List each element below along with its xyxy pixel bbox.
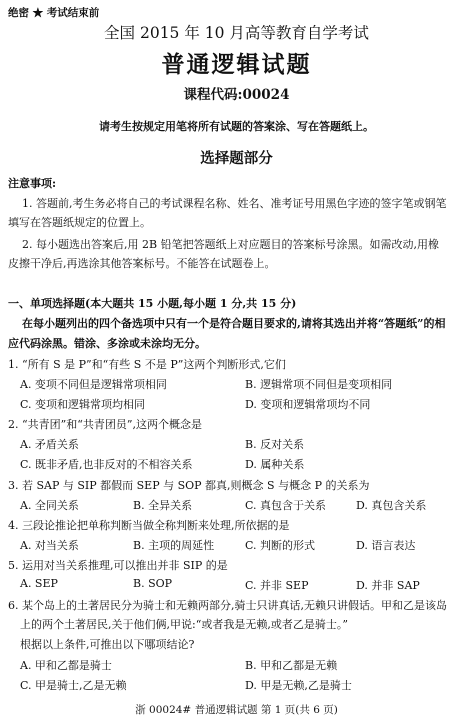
note-1-line-2: 填写在答题纸规定的位置上。 bbox=[8, 216, 151, 229]
page-footer: 浙 00024# 普通逻辑试题 第 1 页(共 6 页) bbox=[135, 704, 338, 716]
note-1-line-1: 1. 答题前,考生务必将自己的考试课程名称、姓名、准考证号用黑色字迹的签字笔或钢笔 bbox=[22, 197, 447, 210]
part-1-desc-line-1: 在每小题列出的四个备选项中只有一个是符合题目要求的,请将其选出并将“答题纸”的相 bbox=[22, 317, 446, 330]
question-1-option-c: C. 变项和逻辑常项均相同 bbox=[20, 398, 146, 411]
question-2-stem: 2. “共青团”和“共青团员”,这两个概念是 bbox=[8, 418, 202, 431]
course-code: 课程代码:00024 bbox=[183, 87, 290, 103]
question-6-option-d: D. 甲是无赖,乙是骑士 bbox=[245, 679, 352, 692]
question-4-option-a: A. 对当关系 bbox=[20, 539, 79, 552]
question-3-stem: 3. 若 SAP 与 SIP 都假而 SEP 与 SOP 都真,则概念 S 与概念 P 的关系为 bbox=[8, 479, 370, 492]
question-3-option-d: D. 真包含关系 bbox=[356, 499, 427, 512]
answer-instruction: 请考生按规定用笔将所有试题的答案涂、写在答题纸上。 bbox=[99, 120, 374, 133]
section-title: 选择题部分 bbox=[200, 150, 273, 167]
secret-label: 绝密 ★ 考试结束前 bbox=[8, 7, 100, 19]
part-1-desc-line-2: 应代码涂黑。错涂、多涂或未涂均无分。 bbox=[8, 337, 206, 350]
note-2-line-2: 皮擦干净后,再选涂其他答案标号。不能答在试题卷上。 bbox=[8, 257, 276, 270]
part-1-title: 一、单项选择题(本大题共 15 小题,每小题 1 分,共 15 分) bbox=[8, 297, 297, 310]
question-6-option-c: C. 甲是骑士,乙是无赖 bbox=[20, 679, 127, 692]
question-5-option-c: C. 并非 SEP bbox=[245, 579, 309, 592]
question-1-stem: 1. “所有 S 是 P”和“有些 S 不是 P”这两个判断形式,它们 bbox=[8, 358, 286, 371]
question-2-option-d: D. 属种关系 bbox=[245, 458, 305, 471]
question-6-stem-line-1: 6. 某个岛上的土著居民分为骑士和无赖两部分,骑士只讲真话,无赖只讲假话。甲和乙是该岛 bbox=[8, 599, 447, 612]
question-5-option-a: A. SEP bbox=[20, 577, 58, 590]
question-3-option-b: B. 全异关系 bbox=[133, 499, 193, 512]
notes-heading: 注意事项: bbox=[8, 177, 57, 190]
question-4-option-c: C. 判断的形式 bbox=[245, 539, 316, 552]
question-6-stem-line-3: 根据以上条件,可推出以下哪项结论? bbox=[20, 638, 195, 651]
exam-title: 全国 2015 年 10 月高等教育自学考试 bbox=[104, 24, 369, 42]
question-5-stem: 5. 运用对当关系推理,可以推出并非 SIP 的是 bbox=[8, 559, 228, 572]
question-5-option-d: D. 并非 SAP bbox=[356, 579, 420, 592]
question-3-option-c: C. 真包含于关系 bbox=[245, 499, 327, 512]
question-2-option-b: B. 反对关系 bbox=[245, 438, 305, 451]
question-6-stem-line-2: 上的两个土著居民,关于他们俩,甲说:“或者我是无赖,或者乙是骑士。” bbox=[20, 618, 348, 631]
question-2-option-a: A. 矛盾关系 bbox=[20, 438, 79, 451]
question-2-option-c: C. 既非矛盾,也非反对的不相容关系 bbox=[20, 458, 193, 471]
question-1-option-a: A. 变项不同但是逻辑常项相同 bbox=[20, 378, 167, 391]
question-4-option-d: D. 语言表达 bbox=[356, 539, 416, 552]
question-3-option-a: A. 全同关系 bbox=[20, 499, 79, 512]
question-1-option-b: B. 逻辑常项不同但是变项相同 bbox=[245, 378, 393, 391]
question-4-stem: 4. 三段论推论把单称判断当做全称判断来处理,所依据的是 bbox=[8, 519, 290, 532]
note-2-line-1: 2. 每小题选出答案后,用 2B 铅笔把答题纸上对应题目的答案标号涂黑。如需改动,用橡 bbox=[22, 238, 440, 251]
question-6-option-a: A. 甲和乙都是骑士 bbox=[20, 659, 112, 672]
question-5-option-b: B. SOP bbox=[133, 577, 173, 590]
question-1-option-d: D. 变项和逻辑常项均不同 bbox=[245, 398, 371, 411]
paper-title: 普通逻辑试题 bbox=[161, 51, 312, 78]
question-6-option-b: B. 甲和乙都是无赖 bbox=[245, 659, 338, 672]
question-4-option-b: B. 主项的周延性 bbox=[133, 539, 215, 552]
